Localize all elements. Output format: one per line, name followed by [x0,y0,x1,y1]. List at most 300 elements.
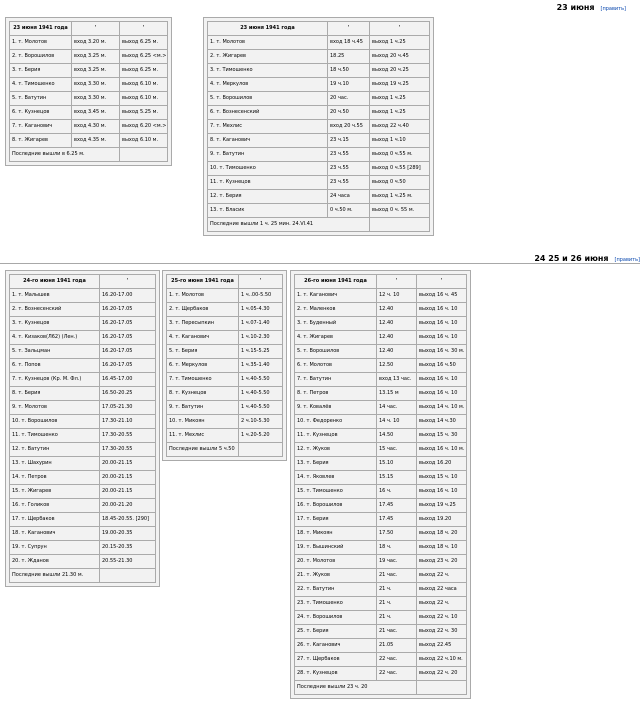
table-cell: 17.30-20.55 [100,429,156,443]
table-cell: 14. т. Яковлев [295,471,377,485]
table-row [208,148,430,162]
table-row [10,415,156,429]
table-cell: выход 22 ч. 30 [417,625,467,639]
table-cell: 5. т. Ватутин [10,92,72,106]
table-row [295,471,467,485]
table-cell: 2. т. Ворошилов [10,50,72,64]
table-row [295,485,467,499]
section-divider [0,263,640,264]
table-row [10,401,156,415]
table-row [10,359,156,373]
table-cell: 5. т. Зальцман [10,345,100,359]
table-row [10,36,168,50]
column-header: ' [72,22,120,36]
table-row [295,457,467,471]
table-cell: выход 20 ч.25 [370,64,430,78]
table-row [10,443,156,457]
edit-link[interactable]: [править] [614,257,640,263]
table-cell: 23 ч.55 [328,176,370,190]
table-row [10,345,156,359]
table-row [167,289,283,303]
table-cell: 3. т. Пересыпкин [167,317,239,331]
table-row [295,583,467,597]
table-cell: 1. т. Каганович [295,289,377,303]
table-row [295,541,467,555]
table-row [10,499,156,513]
table-cell: выход 16 ч. 10 [417,387,467,401]
table-cell: выход 19 ч.25 [417,499,467,513]
table-row [208,36,430,50]
table-cell: 7. т. Мехлис [208,120,328,134]
table-cell: 12.40 [377,345,417,359]
table-cell: 1 ч.40-5.50 [239,401,283,415]
table-cell: 15 час. [377,443,417,457]
table-cell: 8. т. Каганович [208,134,328,148]
table-cell: 24 часа [328,190,370,204]
table-cell: 17.45 [377,513,417,527]
table-cell: 10. т. Микоян [167,415,239,429]
table-cell: выход 22 ч. [417,569,467,583]
table-cell: 9. т. Ковалёв [295,401,377,415]
table-cell: 8. т. Жигарев [10,134,72,148]
table-row [167,401,283,415]
table-row [10,555,156,569]
table-row [167,373,283,387]
table-cell: 20.00-21.15 [100,471,156,485]
table-cell: 15.15 [377,471,417,485]
section-title: 24 25 и 26 июня [534,254,609,263]
table-cell: 23 ч.55 [328,148,370,162]
table-cell: 2 ч.10-5.30 [239,415,283,429]
table-cell: 11. т. Мехлис [167,429,239,443]
table-cell: 1. т. Молотов [167,289,239,303]
table-cell: 20. т. Молотов [295,555,377,569]
table-cell: 16.45-17.00 [100,373,156,387]
table-cell: выход 0 ч.55 м. [370,148,430,162]
table-footer-row [208,218,430,232]
table-cell: выход 14 ч. 10 м. [417,401,467,415]
table-cell: 8. т. Петров [295,387,377,401]
table-cell: 18 ч. [377,541,417,555]
table-cell: вход 3.25 м. [72,50,120,64]
table-row [295,625,467,639]
table-cell: 6. т. Попов [10,359,100,373]
table-cell: 17.45 [377,499,417,513]
table-row [208,106,430,120]
table-cell: 20 час. [328,92,370,106]
table-cell: выход 16 ч. 10 [417,317,467,331]
table-june-25 [162,270,287,461]
table-cell: 22. т. Ватутин [295,583,377,597]
table-cell: выход 14 ч.30 [417,415,467,429]
table-header-row [295,275,467,289]
column-header: 24-го июня 1941 года [10,275,100,289]
table-cell: выход 16 ч. 10 [417,303,467,317]
table-row [167,303,283,317]
table-cell: 20.15-20.35 [100,541,156,555]
table-row [167,415,283,429]
table-footer-note: Последние вышли 5 ч.50 [167,443,239,457]
table-row [295,317,467,331]
table-cell: 1 ч..00-5.50 [239,289,283,303]
table-row [10,64,168,78]
table-row [10,513,156,527]
table-cell-empty [120,148,168,162]
table-row [208,134,430,148]
table-cell: выход 16.20 [417,457,467,471]
table-cell-empty [239,443,283,457]
table-cell-empty [417,681,467,695]
table-cell: 5. т. Ворошилов [295,345,377,359]
table-row [10,92,168,106]
table-cell: вход 4.35 м. [72,134,120,148]
table-header-row [10,275,156,289]
table-cell: 17.50 [377,527,417,541]
table-row [295,499,467,513]
table-cell: 1 ч.20-5.20 [239,429,283,443]
table-cell: 23 ч.55 [328,162,370,176]
table-cell: 15.10 [377,457,417,471]
table-cell: 19. т. Супрун [10,541,100,555]
table-row [10,457,156,471]
table-cell: 2. т. Вознесенский [10,303,100,317]
table-header-row [167,275,283,289]
table-cell: 1 ч.40-5.50 [239,387,283,401]
table-cell: выход 6.25 <м.> [120,50,168,64]
table-row [167,387,283,401]
table-cell: выход 6.20 <м.> [120,120,168,134]
table-cell: 19 час. [377,555,417,569]
table-footer-row [167,443,283,457]
table-row [295,289,467,303]
table-cell: 4. т. Тимошенко [10,78,72,92]
table-cell: выход 16 ч. 30 м. [417,345,467,359]
table-row [10,541,156,555]
table-footer-note: Последние вышли 21.30 м. [10,569,100,583]
table-june-23-evening [203,17,434,236]
table-cell: 1. т. Молотов [208,36,328,50]
table-cell: 9. т. Ватутин [167,401,239,415]
table-cell: 22 час. [377,653,417,667]
edit-link[interactable]: [править] [600,6,626,12]
table-cell-empty [370,218,430,232]
table-cell: 12.40 [377,317,417,331]
table-cell: 4. т. Каганович [167,331,239,345]
table-row [295,415,467,429]
table-row [208,92,430,106]
table-footer-note: Последние вышли 1 ч. 25 мин. 24.VI.41 [208,218,370,232]
table-cell: 7. т. Ватутин [295,373,377,387]
table-cell: 5. т. Берия [167,345,239,359]
table-cell: выход 22 ч. [417,597,467,611]
table-cell: выход 0 ч. 55 м. [370,204,430,218]
table-cell: вход 13 час. [377,373,417,387]
table-cell: 6. т. Молотов [295,359,377,373]
table-cell: 18 ч.50 [328,64,370,78]
table-cell: 0 ч.50 м. [328,204,370,218]
table-cell: 20.00-21.15 [100,485,156,499]
table-cell: выход 22 ч.10 м. [417,653,467,667]
table-cell: выход 15 ч. 30 [417,429,467,443]
table-cell: выход 1 ч.25 [370,36,430,50]
table-row [167,331,283,345]
table-row [295,653,467,667]
table-cell: 23. т. Тимошенко [295,597,377,611]
table-cell: выход 6.25 м. [120,64,168,78]
table-cell: выход 1 ч.25 м. [370,190,430,204]
table-cell: 5. т. Ворошилов [208,92,328,106]
table-row [208,50,430,64]
table-cell: выход 19 ч.25 [370,78,430,92]
table-june-24 [5,270,160,587]
table-cell: выход 1 ч.10 [370,134,430,148]
table-row [167,359,283,373]
table-row [10,331,156,345]
table-cell: 16. т. Голиков [10,499,100,513]
table-cell: 1 ч.10-2.30 [239,331,283,345]
table-cell: 17.30-21.10 [100,415,156,429]
table-cell: вход 18 ч.45 [328,36,370,50]
table-row [10,78,168,92]
table-cell: выход 0 ч.55 [289] [370,162,430,176]
table-cell: выход 19.20 [417,513,467,527]
table-row [295,345,467,359]
table-cell: 13.15 м [377,387,417,401]
table-cell: выход 18 ч. 10 [417,541,467,555]
table-row [10,106,168,120]
table-cell: 7. т. Тимошенко [167,373,239,387]
table-cell: 4. т. Кизаков(Л62) (Лен.) [10,331,100,345]
table-cell: выход 0 ч.50 [370,176,430,190]
table-cell: 18. т. Каганович [10,527,100,541]
column-header: ' [370,22,430,36]
table-cell: 19.00-20.35 [100,527,156,541]
table-row [167,317,283,331]
table-cell: вход 3.30 м. [72,78,120,92]
table-cell: 18. т. Микоян [295,527,377,541]
table-row [295,597,467,611]
table-cell: 12.40 [377,303,417,317]
table-cell: 14 час. [377,401,417,415]
column-header: 25-го июня 1941 года [167,275,239,289]
table-cell: 16.20-17.05 [100,345,156,359]
column-header: ' [377,275,417,289]
table-cell: 14. т. Петров [10,471,100,485]
table-cell: 20 ч.50 [328,106,370,120]
table-cell: 14.50 [377,429,417,443]
table-cell: 7. т. Каганович [10,120,72,134]
table-cell: 25. т. Берия [295,625,377,639]
table-cell: 2. т. Щербаков [167,303,239,317]
table-cell: вход 3.20 м. [72,36,120,50]
table-row [10,527,156,541]
table-cell: 12.40 [377,331,417,345]
table-row [208,176,430,190]
table-cell: 6. т. Меркулов [167,359,239,373]
table-cell: 8. т. Кузнецов [167,387,239,401]
table-cell: 24. т. Ворошилов [295,611,377,625]
table-cell: 6. т. Кузнецов [10,106,72,120]
table-cell: 21.05 [377,639,417,653]
table-cell: 21 ч. [377,611,417,625]
table-row [295,513,467,527]
table-cell: выход 23 ч. 20 [417,555,467,569]
table-row [167,429,283,443]
table-footer-note: Последние вышли 23 ч. 20 [295,681,417,695]
table-footer-row [295,681,467,695]
table-cell: 16.20-17.05 [100,331,156,345]
table-row [10,471,156,485]
table-cell: 1. т. Малышев [10,289,100,303]
table-row [295,401,467,415]
table-cell: выход 6.10 м. [120,134,168,148]
table-row [295,373,467,387]
table-footer-note: Последние вышли в 6.25 м. [10,148,120,162]
table-cell: выход 6.25 м. [120,36,168,50]
table-cell: 12. т. Ватутин [10,443,100,457]
table-cell: 16 ч. [377,485,417,499]
table-cell: выход 22 ч.40 [370,120,430,134]
table-cell: 11. т. Кузнецов [295,429,377,443]
table-cell: выход 1 ч.25 [370,92,430,106]
table-cell: выход 18 ч. 20 [417,527,467,541]
section-title: 23 июня [556,3,595,12]
table-cell: 12 ч. 10 [377,289,417,303]
table-cell: 2. т. Маленков [295,303,377,317]
table-cell: 18.45-20.55. [290] [100,513,156,527]
column-header: ' [417,275,467,289]
table-cell: выход 5.25 м. [120,106,168,120]
column-header: ' [100,275,156,289]
table-cell: 6. т. Вознесенский [208,106,328,120]
table-row [208,162,430,176]
section-heading-june-24-26 [534,254,640,263]
table-cell: 22 час. [377,667,417,681]
table-row [10,429,156,443]
table-cell: 4. т. Меркулов [208,78,328,92]
table-cell: 9. т. Ватутин [208,148,328,162]
table-cell: 15. т. Тимошенко [295,485,377,499]
table-cell: 21. т. Жуков [295,569,377,583]
table-row [295,429,467,443]
table-june-26 [290,270,471,699]
table-cell: 12. т. Жуков [295,443,377,457]
table-cell: 17. т. Щербаков [10,513,100,527]
table-cell: 21 час. [377,569,417,583]
table-cell: 19. т. Вышинский [295,541,377,555]
table-row [208,120,430,134]
table-cell: выход 22.45 [417,639,467,653]
table-row [10,387,156,401]
table-cell: 15. т. Жигарев [10,485,100,499]
table-cell: 7. т. Кузнецов (Кр. М. Фл.) [10,373,100,387]
table-june-23-morning [5,17,172,166]
table-cell: 21 ч. [377,583,417,597]
table-header-row [208,22,430,36]
table-cell: 20. т. Жданов [10,555,100,569]
table-cell: 3. т. Берия [10,64,72,78]
table-cell: 11. т. Тимошенко [10,429,100,443]
table-cell: 19 ч.10 [328,78,370,92]
table-cell: выход 16 ч.50 [417,359,467,373]
table-cell: 1 ч.07-1.40 [239,317,283,331]
table-cell: 3. т. Буденный [295,317,377,331]
table-cell: 10. т. Тимошенко [208,162,328,176]
table-row [295,569,467,583]
table-cell: выход 16 ч. 45 [417,289,467,303]
table-row [295,611,467,625]
table-cell: 20.55-21.30 [100,555,156,569]
table-cell: выход 22 ч. 20 [417,667,467,681]
table-cell: выход 15 ч. 10 [417,471,467,485]
table-cell: 10. т. Федоренко [295,415,377,429]
table-cell: 2. т. Жигарев [208,50,328,64]
table-cell: 1. т. Молотов [10,36,72,50]
column-header: 23 июня 1941 года [10,22,72,36]
table-cell: 27. т. Щербаков [295,653,377,667]
table-cell: 9. т. Молотов [10,401,100,415]
table-row [10,485,156,499]
table-cell: 13. т. Шахурин [10,457,100,471]
table-cell: выход 6.10 м. [120,78,168,92]
table-row [10,373,156,387]
table-row [295,331,467,345]
table-cell: 21 час. [377,625,417,639]
table-row [208,204,430,218]
table-cell: 10. т. Ворошилов [10,415,100,429]
table-cell: выход 20 ч.45 [370,50,430,64]
table-row [167,345,283,359]
table-cell: выход 1 ч.25 [370,106,430,120]
table-cell: 1 ч.05-4.30 [239,303,283,317]
column-header: 26-го июня 1941 года [295,275,377,289]
table-cell: 23 ч.15 [328,134,370,148]
table-cell: 16.20-17.00 [100,289,156,303]
table-row [295,527,467,541]
table-cell: 18.25 [328,50,370,64]
table-cell: вход 20 ч.55 [328,120,370,134]
table-row [10,134,168,148]
table-cell: 16.20-17.05 [100,303,156,317]
table-cell: 12. т. Берия [208,190,328,204]
table-cell: выход 16 ч. 10 м. [417,443,467,457]
table-cell: 11. т. Кузнецов [208,176,328,190]
table-cell: 20.00-21.20 [100,499,156,513]
table-cell: 3. т. Тимошенко [208,64,328,78]
table-cell: 26. т. Каганович [295,639,377,653]
table-cell: 1 ч.15-5.25 [239,345,283,359]
table-row [295,303,467,317]
table-cell: 16.20-17.05 [100,359,156,373]
table-cell: выход 22 часа [417,583,467,597]
table-cell: 4. т. Жигарев [295,331,377,345]
table-cell: выход 16 ч. 10 [417,373,467,387]
table-footer-row [10,148,168,162]
table-row [10,120,168,134]
table-cell: выход 16 ч. 10 [417,331,467,345]
table-row [295,667,467,681]
column-header: 23 июня 1941 года [208,22,328,36]
table-row [295,359,467,373]
table-cell: вход 3.30 м. [72,92,120,106]
table-cell: 17.05-21.30 [100,401,156,415]
column-header: ' [239,275,283,289]
table-cell: 21 ч. [377,597,417,611]
column-header: ' [120,22,168,36]
table-row [295,555,467,569]
table-row [10,50,168,64]
table-cell: 20.00-21.15 [100,457,156,471]
